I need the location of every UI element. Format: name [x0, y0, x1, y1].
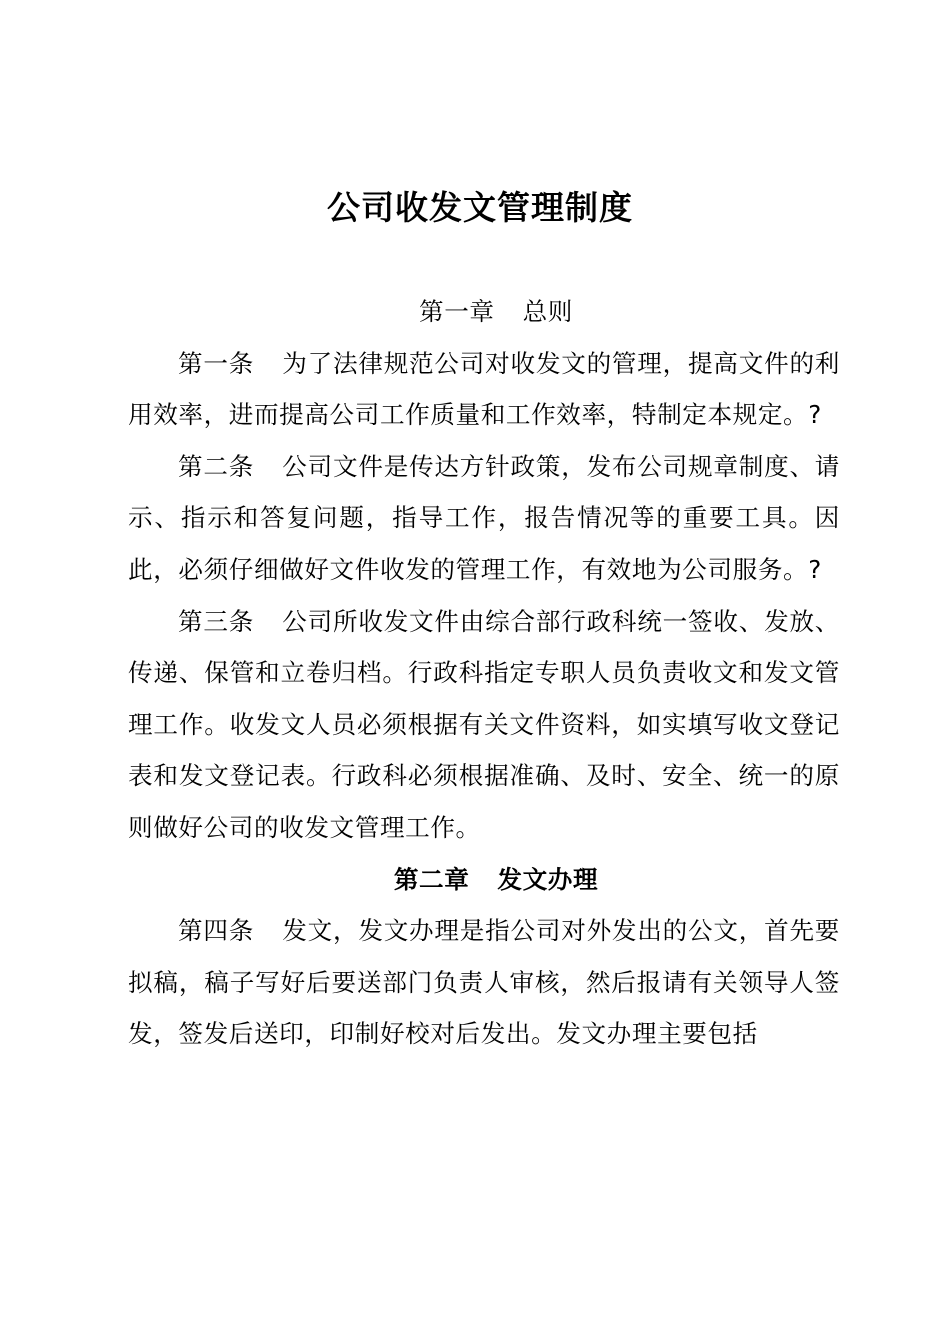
- chapter-heading-2: [128, 854, 840, 906]
- article-paragraph: [128, 905, 840, 1060]
- document-title: 公司收发文管理制度: [327, 188, 633, 227]
- chapter-name: 总则: [522, 297, 573, 326]
- article-text: 公司所收发文件由综合部行政科统一签收、发放、传递、保管和立卷归档。行政科指定专职人员负责收文和发文管理工作。收发文人员必须根据有关文件资料，如实填写收文登记表和发文登记表。行政科必须根据准确、及时、安全、统一的原则做好公司的收发文管理工作。: [128, 606, 841, 842]
- article-text: 发文，发文办理是指公司对外发出的公文，首先要拟稿，稿子写好后要送部门负责人审核，然后报请有关领导人签发，签发后送印，印制好校对后发出。发文办理主要包括: [128, 916, 841, 1049]
- chapter-number: 第二章: [393, 864, 470, 894]
- article-text: 为了法律规范公司对收发文的管理，提高文件的利用效率，进而提高公司工作质量和工作效率，特制定本规定。?: [128, 348, 841, 430]
- document-body: [128, 286, 840, 1060]
- article-text: 公司文件是传达方针政策，发布公司规章制度、请示、指示和答复问题，指导工作，报告情况等的重要工具。因此，必须仔细做好文件收发的管理工作，有效地为公司服务。?: [128, 451, 841, 584]
- article-number: 第三条: [178, 606, 255, 636]
- chapter-name: 发文办理: [497, 864, 599, 894]
- article-paragraph: [128, 338, 840, 441]
- article-paragraph: [128, 441, 840, 596]
- article-number: 第四条: [178, 916, 255, 946]
- chapter-number: 第一章: [419, 297, 495, 326]
- chapter-heading-1: [128, 286, 840, 338]
- article-paragraph: [128, 596, 840, 854]
- article-number: 第二条: [178, 451, 255, 481]
- article-number: 第一条: [178, 348, 255, 378]
